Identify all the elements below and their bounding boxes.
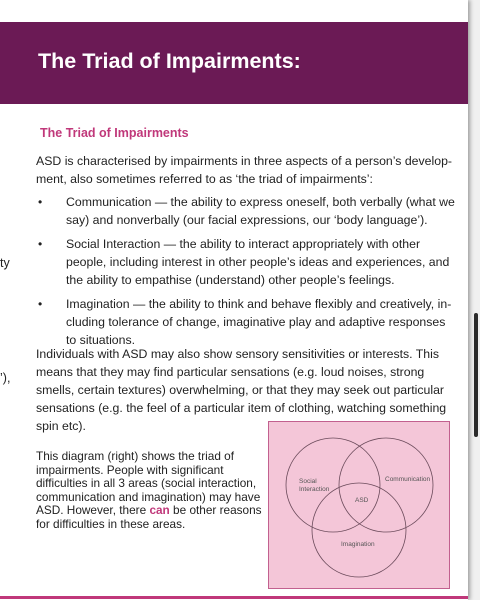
list-item	[36, 193, 456, 229]
highlighted-word: can	[149, 503, 170, 517]
asd-label: ASD	[355, 497, 369, 504]
social-label: Social	[299, 478, 317, 485]
list-item	[36, 235, 456, 289]
venn-diagram	[268, 421, 450, 589]
interaction-label: Interaction	[299, 486, 330, 493]
cut-off-text-fragment: ’),	[0, 371, 11, 385]
list-item-text: Social Interaction — the ability to interact appropriately with other people, including interest in other people’s ideas and experiences, and the ability to empathise (understand) other people’s feelings.	[66, 237, 450, 287]
diagram-description-start: This diagram (right) shows the triad of impairments. People with significant difficulties in all 3 areas (social interaction, communication and imagination) may have ASD. However, there	[36, 449, 261, 517]
footer-rule	[0, 596, 468, 599]
sensory-paragraph: Individuals with ASD may also show sensory sensitivities or interests. This means that they may find particular sensations (e.g. loud noises, strong smells, certain textures) overwhelming, or that they may seek out particular sensations (e.g. the feel of a particular item of clothing, watching something spin etc).	[36, 347, 447, 433]
impairments-list	[36, 193, 456, 355]
social-interaction-circle	[286, 438, 380, 532]
communication-label: Communication	[385, 476, 431, 483]
title-banner	[0, 22, 468, 104]
diagram-description	[36, 450, 262, 531]
page-title: The Triad of Impairments:	[38, 49, 301, 73]
cut-off-text-fragment: ty	[0, 256, 10, 270]
section-heading: The Triad of Impairments	[40, 126, 189, 140]
communication-circle	[339, 438, 433, 532]
bullet-icon: •	[38, 237, 43, 251]
intro-paragraph: ASD is characterised by impairments in three aspects of a person’s develop-ment, also sometimes referred to as ‘the triad of impairments’:	[36, 154, 453, 186]
venn-svg	[269, 422, 449, 588]
list-item-text: Imagination — the ability to think and behave flexibly and creatively, in-cluding tolerance of change, imaginative play and adaptive responses to situations.	[66, 297, 452, 347]
list-item-text: Communication — the ability to express oneself, both verbally (what we say) and nonverbally (our facial expressions, our ‘body language’).	[66, 195, 455, 227]
bullet-icon: •	[38, 297, 43, 311]
imagination-label: Imagination	[341, 541, 375, 548]
bullet-icon: •	[38, 195, 43, 209]
list-item	[36, 295, 456, 349]
side-scroll-handle[interactable]	[474, 313, 478, 437]
diagram-description-end: be other reasons for difficulties in these areas.	[36, 503, 262, 531]
